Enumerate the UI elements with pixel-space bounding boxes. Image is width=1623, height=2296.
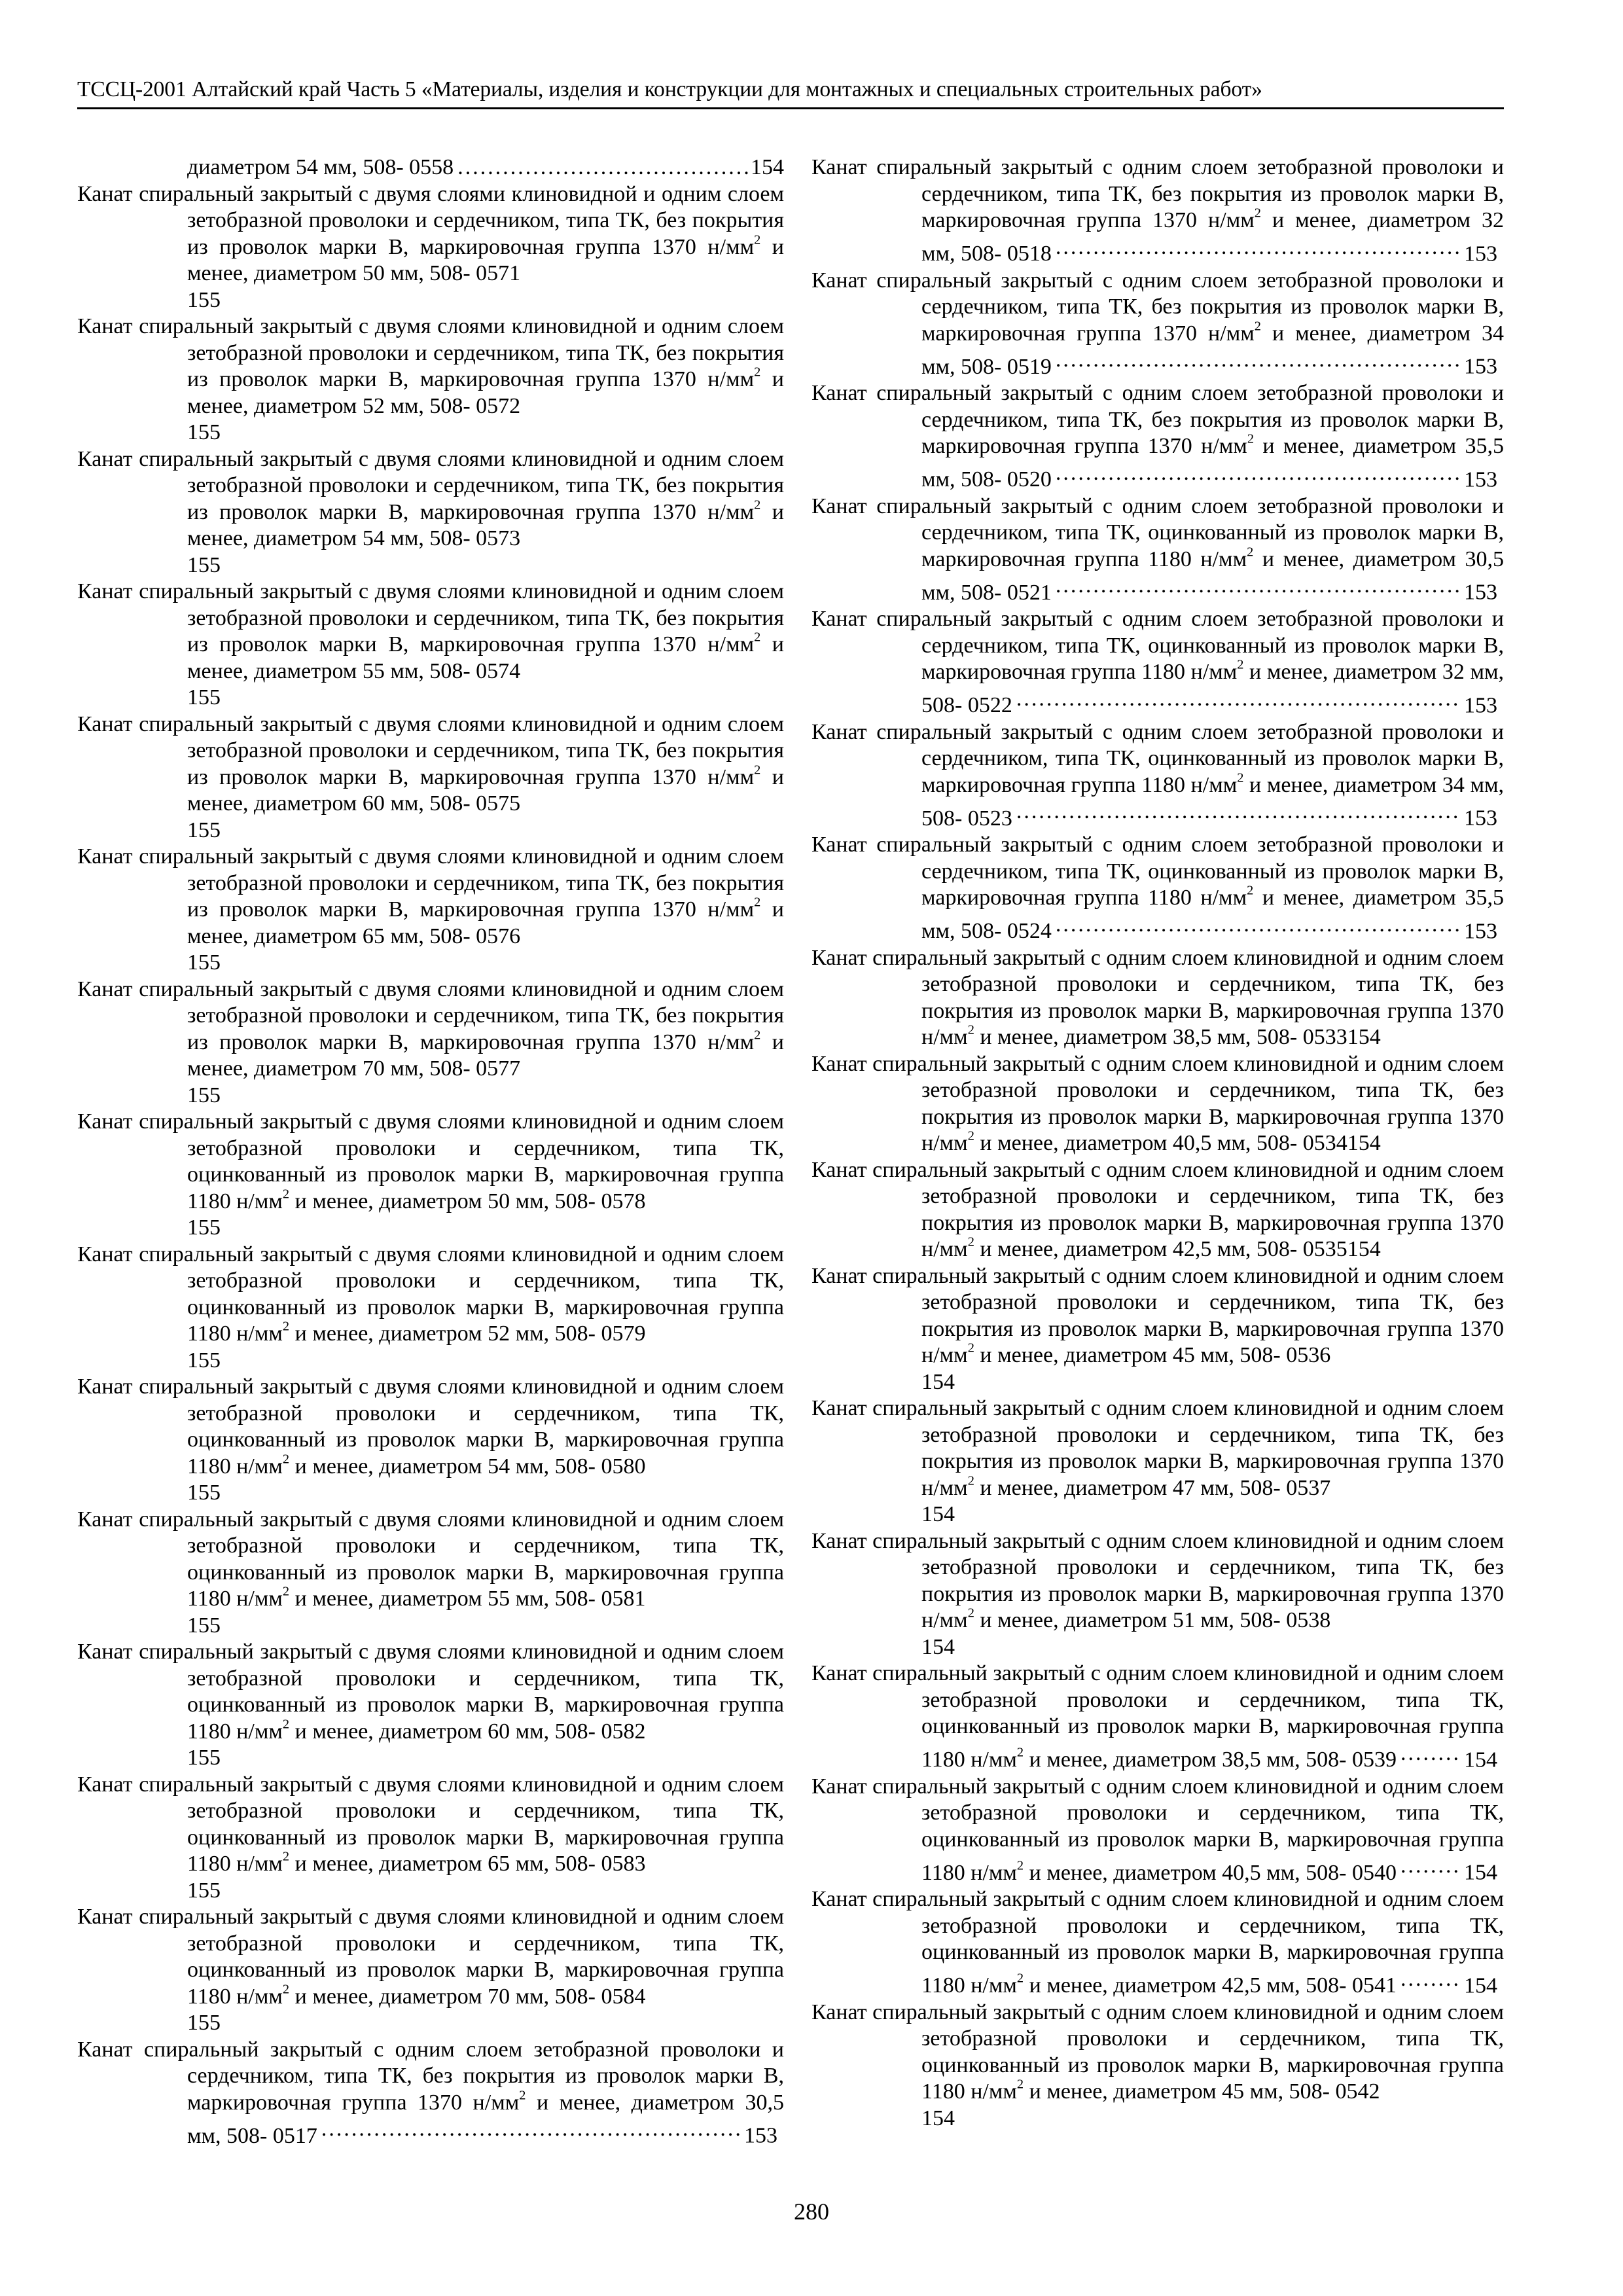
index-entry xyxy=(77,314,784,446)
entry-text: Канат спиральный закрытый с одним слоем зетобразной проволоки и сердечником, типа ТК, без покрытия из проволок марки В, маркировочная группа 1370 $н/мм^2$ и менее, диаметром 35,5 мм, 508- 0520 xyxy=(812,381,1504,492)
superscript-2: 2 xyxy=(282,1319,290,1334)
superscript-2: 2 xyxy=(1016,2077,1024,2092)
entry-page: 153 xyxy=(1464,467,1497,492)
index-entry xyxy=(812,1774,1504,1887)
leader-dots xyxy=(1056,347,1461,374)
header-title: ТССЦ-2001 Алтайский край Часть 5 «Материалы, изделия и конструкции для монтажных и специальных строительных работ» xyxy=(77,77,1262,101)
entry-text-tail: и менее, диаметром 47 мм, 508- 0537 xyxy=(974,1475,1331,1500)
entry-page: 155 xyxy=(187,420,221,444)
index-entry xyxy=(77,977,784,1109)
entry-page: 154 xyxy=(921,1634,955,1659)
superscript-2: 2 xyxy=(967,1022,974,1037)
entry-text: Канат спиральный закрытый с одним слоем зетобразной проволоки и сердечником, типа ТК, без покрытия из проволок марки В, маркировочная группа 1370 $н/мм^2$ и менее, диаметром 34 мм, 508- 0519 xyxy=(812,268,1504,379)
index-entry xyxy=(812,1395,1504,1528)
superscript-2: 2 xyxy=(282,1452,290,1467)
superscript-2: 2 xyxy=(754,895,761,910)
leader-dots xyxy=(1016,798,1461,825)
index-entry xyxy=(812,1886,1504,2000)
entry-text-tail: и менее, диаметром 40,5 мм, 508- 0534154 xyxy=(974,1131,1381,1155)
entry-text: Канат спиральный закрытый с двумя слоями клиновидной и одним слоем зетобразной проволоки и сердечником, типа ТК, оцинкованный из проволок марки В, маркировочная группа 1180 н/мм xyxy=(77,1242,784,1346)
superscript-2: 2 xyxy=(1247,431,1255,446)
superscript-2: 2 xyxy=(967,1605,974,1621)
entry-text-tail: и менее, диаметром 65 мм, 508- 0583 xyxy=(289,1852,646,1876)
superscript-2: 2 xyxy=(282,1584,290,1599)
superscript-2: 2 xyxy=(519,2088,526,2103)
entry-text: Канат спиральный закрытый с двумя слоями клиновидной и одним слоем зетобразной проволоки и сердечником, типа ТК, без покрытия из проволок марки В, маркировочная группа 1370 н/мм xyxy=(77,977,784,1054)
entry-page: 155 xyxy=(187,685,221,709)
index-entry xyxy=(812,380,1504,493)
entry-text: Канат спиральный закрытый с одним слоем клиновидной и одним слоем зетобразной проволоки и сердечником, типа ТК, оцинкованный из проволок марки В, маркировочная группа 1180 н/мм xyxy=(812,2000,1504,2104)
index-entry xyxy=(77,1374,784,1507)
leader-dots xyxy=(1056,460,1461,487)
entry-text: Канат спиральный закрытый с одним слоем зетобразной проволоки и сердечником, типа ТК, без покрытия из проволок марки В, маркировочная группа 1370 $н/мм^2$ и менее, диаметром 30,5 мм, 508- 0517 xyxy=(77,2037,784,2148)
index-entry xyxy=(812,493,1504,607)
superscript-2: 2 xyxy=(1237,657,1244,672)
entry-text: Канат спиральный закрытый с двумя слоями клиновидной и одним слоем зетобразной проволоки и сердечником, типа ТК, без покрытия из проволок марки В, маркировочная группа 1370 н/мм xyxy=(77,711,784,789)
index-entry xyxy=(77,2037,784,2150)
entry-text-tail: и менее, диаметром 42,5 мм, 508- 0535154 xyxy=(974,1237,1381,1261)
superscript-2: 2 xyxy=(754,630,761,645)
left-entry-list xyxy=(77,181,784,2150)
entry-text: Канат спиральный закрытый с одним слоем зетобразной проволоки и сердечником, типа ТК, оцинкованный из проволок марки В, маркировочная группа 1180 $н/мм^2$ и менее, диаметром 35,5 мм, 508- 0524 xyxy=(812,833,1504,943)
superscript-2: 2 xyxy=(282,1849,290,1864)
entry-page: 155 xyxy=(187,1613,221,1638)
superscript-2: 2 xyxy=(282,1982,290,1997)
entry-page: 153 xyxy=(1464,242,1497,266)
superscript-2: 2 xyxy=(1247,883,1254,898)
entry-text: Канат спиральный закрытый с одним слоем зетобразной проволоки и сердечником, типа ТК, оцинкованный из проволок марки В, маркировочная группа 1180 $н/мм^2$ и менее, диаметром 34 мм, 508- 0523 xyxy=(812,719,1504,831)
entry-text: Канат спиральный закрытый с одним слоем клиновидной и одним слоем зетобразной проволоки и сердечником, типа ТК, без покрытия из проволок марки В, маркировочная группа 1370 н/мм xyxy=(812,1157,1504,1261)
leader-dots xyxy=(457,154,748,181)
entry-text: Канат спиральный закрытый с одним слоем зетобразной проволоки и сердечником, типа ТК, оцинкованный из проволок марки В, маркировочная группа 1180 $н/мм^2$ и менее, диаметром 32 мм, 508- 0522 xyxy=(812,607,1504,717)
index-entry xyxy=(812,832,1504,945)
entry-text: Канат спиральный закрытый с двумя слоями клиновидной и одним слоем зетобразной проволоки и сердечником, типа ТК, оцинкованный из проволок марки В, маркировочная группа 1180 н/мм xyxy=(77,1905,784,2009)
entry-text: Канат спиральный закрытый с двумя слоями клиновидной и одним слоем зетобразной проволоки и сердечником, типа ТК, без покрытия из проволок марки В, маркировочная группа 1370 н/мм xyxy=(77,314,784,391)
entry-text: Канат спиральный закрытый с одним слоем клиновидной и одним слоем зетобразной проволоки и сердечником, типа ТК, без покрытия из проволок марки В, маркировочная группа 1370 н/мм xyxy=(812,1528,1504,1632)
index-entry xyxy=(812,606,1504,719)
entry-page: 155 xyxy=(187,950,221,975)
entry-text: Канат спиральный закрытый с одним слоем клиновидной и одним слоем зетобразной проволоки и сердечником, типа ТК, без покрытия из проволок марки В, маркировочная группа 1370 н/мм xyxy=(812,945,1504,1049)
entry-text-tail: и менее, диаметром 60 мм, 508- 0582 xyxy=(289,1719,646,1744)
entry-text: Канат спиральный закрытый с двумя слоями клиновидной и одним слоем зетобразной проволоки и сердечником, типа ТК, без покрытия из проволок марки В, маркировочная группа 1370 н/мм xyxy=(77,446,784,524)
superscript-2: 2 xyxy=(754,762,761,778)
index-entry xyxy=(812,1528,1504,1661)
superscript-2: 2 xyxy=(1016,1858,1024,1873)
entry-page: 155 xyxy=(187,1348,221,1372)
index-entry xyxy=(77,1507,784,1640)
entry-page: 155 xyxy=(187,552,221,577)
entry-page: 154 xyxy=(751,155,784,179)
entry-text: Канат спиральный закрытый с одним слоем зетобразной проволоки и сердечником, типа ТК, оцинкованный из проволок марки В, маркировочная группа 1180 $н/мм^2$ и менее, диаметром 30,5 мм, 508- 0521 xyxy=(812,493,1504,605)
leader-dots xyxy=(1400,1966,1461,1993)
index-entry xyxy=(77,1772,784,1905)
right-column xyxy=(812,154,1504,2132)
superscript-2: 2 xyxy=(967,1340,974,1355)
entry-text: диаметром 54 мм, 508- 0558 xyxy=(187,155,454,179)
entry-text: Канат спиральный закрытый с двумя слоями клиновидной и одним слоем зетобразной проволоки и сердечником, типа ТК, без покрытия из проволок марки В, маркировочная группа 1370 н/мм xyxy=(77,844,784,922)
entry-text-tail: и менее, диаметром 45 мм, 508- 0536 xyxy=(974,1343,1331,1367)
index-entry-continuation xyxy=(77,154,784,181)
entry-text: Канат спиральный закрытый с одним слоем клиновидной и одним слоем зетобразной проволоки и сердечником, типа ТК, без покрытия из проволок марки В, маркировочная группа 1370 н/мм xyxy=(812,1396,1504,1500)
page-number: 280 xyxy=(794,2198,829,2225)
entry-text-tail: и менее, диаметром 52 мм, 508- 0579 xyxy=(289,1321,646,1346)
entry-text: Канат спиральный закрытый с двумя слоями клиновидной и одним слоем зетобразной проволоки и сердечником, типа ТК, без покрытия из проволок марки В, маркировочная группа 1370 н/мм xyxy=(77,181,784,259)
index-entry xyxy=(77,1639,784,1772)
entry-text-tail: и менее, диаметром 52 мм, 508- 0572 xyxy=(187,367,784,418)
index-entry xyxy=(812,1660,1504,1774)
leader-dots xyxy=(321,2116,741,2143)
entry-text: Канат спиральный закрытый с двумя слоями клиновидной и одним слоем зетобразной проволоки и сердечником, типа ТК, оцинкованный из проволок марки В, маркировочная группа 1180 н/мм xyxy=(77,1109,784,1213)
superscript-2: 2 xyxy=(754,1028,761,1043)
entry-page: 153 xyxy=(1464,580,1497,605)
entry-text-tail: и менее, диаметром 54 мм, 508- 0580 xyxy=(289,1454,646,1479)
entry-text-tail: и менее, диаметром 70 мм, 508- 0577 xyxy=(187,1030,784,1081)
superscript-2: 2 xyxy=(1016,1971,1024,1986)
index-entry xyxy=(77,1904,784,2037)
index-entry xyxy=(812,1263,1504,1396)
superscript-2: 2 xyxy=(967,1128,974,1143)
entry-page: 154 xyxy=(1464,1748,1497,1772)
superscript-2: 2 xyxy=(754,365,761,380)
index-entry xyxy=(77,1242,784,1374)
entry-page: 153 xyxy=(1464,354,1497,379)
entry-text-tail: и менее, диаметром 70 мм, 508- 0584 xyxy=(289,1984,646,2009)
entry-text: Канат спиральный закрытый с одним слоем клиновидной и одним слоем зетобразной проволоки и сердечником, типа ТК, без покрытия из проволок марки В, маркировочная группа 1370 н/мм xyxy=(812,1051,1504,1155)
entry-text-tail: и менее, диаметром 60 мм, 508- 0575 xyxy=(187,764,784,816)
leader-dots xyxy=(1056,573,1461,600)
entry-page: 155 xyxy=(187,817,221,842)
entry-page: 154 xyxy=(921,1502,955,1526)
leader-dots xyxy=(1056,234,1461,261)
index-entry xyxy=(812,1051,1504,1157)
leader-dots xyxy=(1400,1853,1461,1880)
entry-page: 153 xyxy=(744,2123,777,2148)
index-entry xyxy=(77,181,784,314)
entry-page: 153 xyxy=(1464,806,1497,831)
index-entry xyxy=(812,268,1504,381)
entry-text: Канат спиральный закрытый с одним слоем клиновидной и одним слоем зетобразной проволоки и сердечником, типа ТК, оцинкованный из проволок марки В, маркировочная группа 1180 $н/мм^2$ и менее, диаметром 42,5 мм, 508- 0541 xyxy=(812,1887,1504,1998)
entry-text-tail: и менее, диаметром 55 мм, 508- 0574 xyxy=(187,632,784,683)
index-entry xyxy=(77,1109,784,1242)
entry-page: 155 xyxy=(187,287,221,312)
entry-page: 154 xyxy=(1464,1973,1497,1998)
entry-text: Канат спиральный закрытый с двумя слоями клиновидной и одним слоем зетобразной проволоки и сердечником, типа ТК, оцинкованный из проволок марки В, маркировочная группа 1180 н/мм xyxy=(77,1772,784,1876)
entry-page: 155 xyxy=(187,1215,221,1240)
entry-text-tail: и менее, диаметром 45 мм, 508- 0542 xyxy=(1024,2079,1380,2104)
superscript-2: 2 xyxy=(1254,206,1261,221)
index-entry xyxy=(77,844,784,977)
entry-text: Канат спиральный закрытый с двумя слоями клиновидной и одним слоем зетобразной проволоки и сердечником, типа ТК, без покрытия из проволок марки В, маркировочная группа 1370 н/мм xyxy=(77,579,784,656)
leader-dots xyxy=(1016,686,1461,713)
superscript-2: 2 xyxy=(967,1234,974,1249)
entry-page: 153 xyxy=(1464,693,1497,717)
entry-page: 154 xyxy=(921,1369,955,1394)
superscript-2: 2 xyxy=(1254,319,1261,334)
superscript-2: 2 xyxy=(754,232,761,247)
index-entry xyxy=(77,446,784,579)
superscript-2: 2 xyxy=(1237,770,1244,785)
entry-text: Канат спиральный закрытый с одним слоем зетобразной проволоки и сердечником, типа ТК, без покрытия из проволок марки В, маркировочная группа 1370 $н/мм^2$ и менее, диаметром 32 мм, 508- 0518 xyxy=(812,155,1504,266)
index-entry xyxy=(812,2000,1504,2132)
entry-text-tail: и менее, диаметром 50 мм, 508- 0571 xyxy=(187,234,784,285)
index-entry xyxy=(77,579,784,711)
superscript-2: 2 xyxy=(282,1187,290,1202)
entry-page: 155 xyxy=(187,1746,221,1770)
page-header xyxy=(77,73,1504,109)
entry-text-tail: и менее, диаметром 54 мм, 508- 0573 xyxy=(187,499,784,550)
entry-page: 154 xyxy=(1464,1860,1497,1885)
index-entry xyxy=(77,711,784,844)
index-entry xyxy=(812,1157,1504,1263)
index-entry xyxy=(812,719,1504,833)
entry-page: 155 xyxy=(187,1480,221,1505)
entry-text: Канат спиральный закрытый с одним слоем клиновидной и одним слоем зетобразной проволоки и сердечником, типа ТК, оцинкованный из проволок марки В, маркировочная группа 1180 $н/мм^2$ и менее, диаметром 40,5 мм, 508- 0540 xyxy=(812,1774,1504,1885)
entry-text-tail: и менее, диаметром 50 мм, 508- 0578 xyxy=(289,1189,646,1213)
superscript-2: 2 xyxy=(1247,545,1254,560)
superscript-2: 2 xyxy=(1016,1745,1024,1760)
entry-page: 155 xyxy=(187,1878,221,1903)
index-entry xyxy=(812,945,1504,1051)
leader-dots xyxy=(1400,1740,1461,1767)
right-entry-list xyxy=(812,154,1504,2132)
entry-page: 153 xyxy=(1464,919,1497,943)
entry-text: Канат спиральный закрытый с одним слоем клиновидной и одним слоем зетобразной проволоки и сердечником, типа ТК, оцинкованный из проволок марки В, маркировочная группа 1180 $н/мм^2$ и менее, диаметром 38,5 мм, 508- 0539 xyxy=(812,1661,1504,1772)
entry-text: Канат спиральный закрытый с двумя слоями клиновидной и одним слоем зетобразной проволоки и сердечником, типа ТК, оцинкованный из проволок марки В, маркировочная группа 1180 н/мм xyxy=(77,1640,784,1744)
left-column xyxy=(77,154,784,2149)
leader-dots xyxy=(1056,912,1461,939)
superscript-2: 2 xyxy=(754,497,761,512)
entry-page: 154 xyxy=(921,2106,955,2130)
entry-page: 155 xyxy=(187,1083,221,1107)
superscript-2: 2 xyxy=(282,1717,290,1732)
entry-page: 155 xyxy=(187,2011,221,2035)
index-entry xyxy=(812,154,1504,268)
entry-text: Канат спиральный закрытый с двумя слоями клиновидной и одним слоем зетобразной проволоки и сердечником, типа ТК, оцинкованный из проволок марки В, маркировочная группа 1180 н/мм xyxy=(77,1507,784,1611)
entry-text: Канат спиральный закрытый с одним слоем клиновидной и одним слоем зетобразной проволоки и сердечником, типа ТК, без покрытия из проволок марки В, маркировочная группа 1370 н/мм xyxy=(812,1263,1504,1367)
entry-text: Канат спиральный закрытый с двумя слоями клиновидной и одним слоем зетобразной проволоки и сердечником, типа ТК, оцинкованный из проволок марки В, маркировочная группа 1180 н/мм xyxy=(77,1374,784,1479)
superscript-2: 2 xyxy=(967,1473,974,1488)
entry-text-tail: и менее, диаметром 65 мм, 508- 0576 xyxy=(187,897,784,948)
entry-text-tail: и менее, диаметром 38,5 мм, 508- 0533154 xyxy=(974,1025,1381,1049)
entry-text-tail: и менее, диаметром 55 мм, 508- 0581 xyxy=(289,1587,646,1611)
entry-text-tail: и менее, диаметром 51 мм, 508- 0538 xyxy=(974,1608,1331,1632)
